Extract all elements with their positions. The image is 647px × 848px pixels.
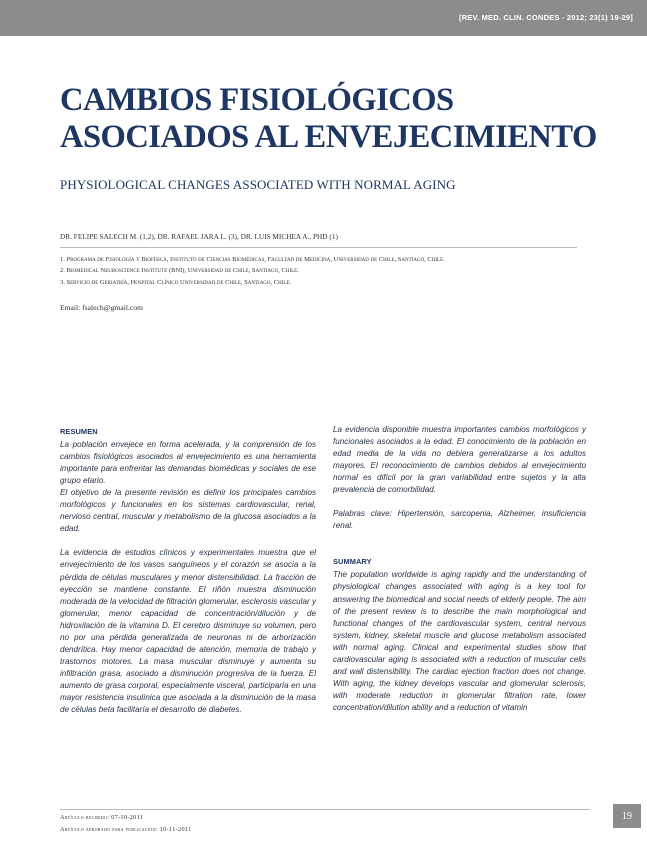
keywords: Palabras clave: Hipertensión, sarcopenia, Alzheimer, insuficiencia renal. — [333, 509, 586, 531]
resumen-heading: RESUMEN — [60, 427, 98, 436]
abstract-left-column — [60, 426, 316, 716]
article-subtitle: PHYSIOLOGICAL CHANGES ASSOCIATED WITH NORMAL AGING — [60, 177, 456, 192]
abstract-right-column — [333, 424, 586, 714]
summary-heading: SUMMARY — [333, 557, 372, 567]
footer-divider — [60, 809, 590, 810]
journal-reference: [REV. MED. CLIN. CONDES - 2012; 23(1) 19-29] — [459, 13, 633, 22]
divider — [60, 247, 577, 248]
title-line-1: CAMBIOS FISIOLÓGICOS — [60, 82, 454, 118]
summary-paragraph-1: The population worldwide is aging rapidly and the understanding of physiological changes associated with aging is a key tool for answering the biomedical and social needs of elderly people. The aim of the present review is to describe the main morphological and functional changes of the cardiovascular system, central nervous system, kidney, skeletal muscle and glucose metabolism associated with normal aging. Clinical and experimental studies show that cardiovascular aging is associated with a reduction of muscular cells and wall distensibility. The cardiac ejection fraction does not change. With aging, the kidney develops vascular and glomerular sclerosis, with moderate reduction in glomerular filtration rate, lower concentration/dilution ability and a reduction of vitamin — [333, 570, 586, 712]
article-title — [60, 82, 620, 156]
authors-line: DR. FELIPE SALECH M. (1,2), DR. RAFAEL JARA L. (3), DR. LUIS MICHEA A., PHD (1) — [60, 232, 338, 241]
approved-date: Artículo aprobado para publicación: 10-11-2011 — [60, 826, 192, 833]
title-line-2: ASOCIADOS AL ENVEJECIMIENTO — [60, 119, 597, 155]
received-date: Artículo recibido: 07-10-2011 — [60, 814, 144, 821]
affiliation-1: 1. Programa de Fisiología y Biofísica, Instituto de Ciencias Biomédicas, Facultad de Medicina, Universidad de Chile, Santiago, Chile. — [60, 256, 445, 263]
affiliation-2: 2. Biomedical Neuroscience Institute (BNI), Universidad de Chile, Santiago, Chile. — [60, 267, 299, 274]
header-band — [0, 0, 647, 36]
page-number: 19 — [613, 804, 641, 828]
resumen-paragraph-1: La población envejece en forma acelerada, y la comprensión de los cambios fisiológicos asociados al envejecimiento es una herramienta importante para enfrentar las demandas biomédicas y sociales de ese grupo etario. — [60, 440, 316, 486]
resumen-paragraph-3: La evidencia de estudios clínicos y experimentales muestra que el envejecimiento de los vasos sanguíneos y el corazón se asocia a la pérdida de células musculares y menor distensibilidad. La fracción de eyección se mantiene constante. El riñón muestra disminución moderada de la velocidad de filtración glomerular, esclerosis vascular y glomerular, menor capacidad de concentración/dilución y de hidroxilación de la vitamina D. El cerebro disminuye su volumen, pero no por una pérdida generalizada de neuronas ni de arborización dendrítica. Hay menor capacidad de atención, memoria de trabajo y trastornos motores. La masa muscular disminuye y aumenta su infiltración grasa, asociado a disminución progresiva de la fuerza. El aumento de grasa corporal, especialmente visceral, participaría en una mayor resistencia insulínica que asociada a la disminución de la masa de células beta facilitaría el desarrollo de diabetes. — [60, 548, 316, 715]
affiliation-3: 3. Servicio de Geriatría, Hospital Clínico Universidad de Chile, Santiago, Chile. — [60, 279, 292, 286]
contact-email: Email: fsalech@gmail.com — [60, 303, 143, 312]
resumen-paragraph-4: La evidencia disponible muestra importantes cambios morfológicos y funcionales asociados a la edad. El conocimiento de la población en edad media de la vida no debiera generalizarse a los adultos mayores. El reconocimiento de cambios debidos al envejecimiento normal es difícil por la gran variabilidad entre sujetos y la alta prevalencia de comorbilidad. — [333, 425, 586, 495]
resumen-paragraph-2: El objetivo de la presente revisión es definir los principales cambios morfológicos y funcionales en los sistemas cardiovascular, renal, nervioso central, muscular y metabolismo de la glucosa asociados a la edad. — [60, 488, 316, 534]
